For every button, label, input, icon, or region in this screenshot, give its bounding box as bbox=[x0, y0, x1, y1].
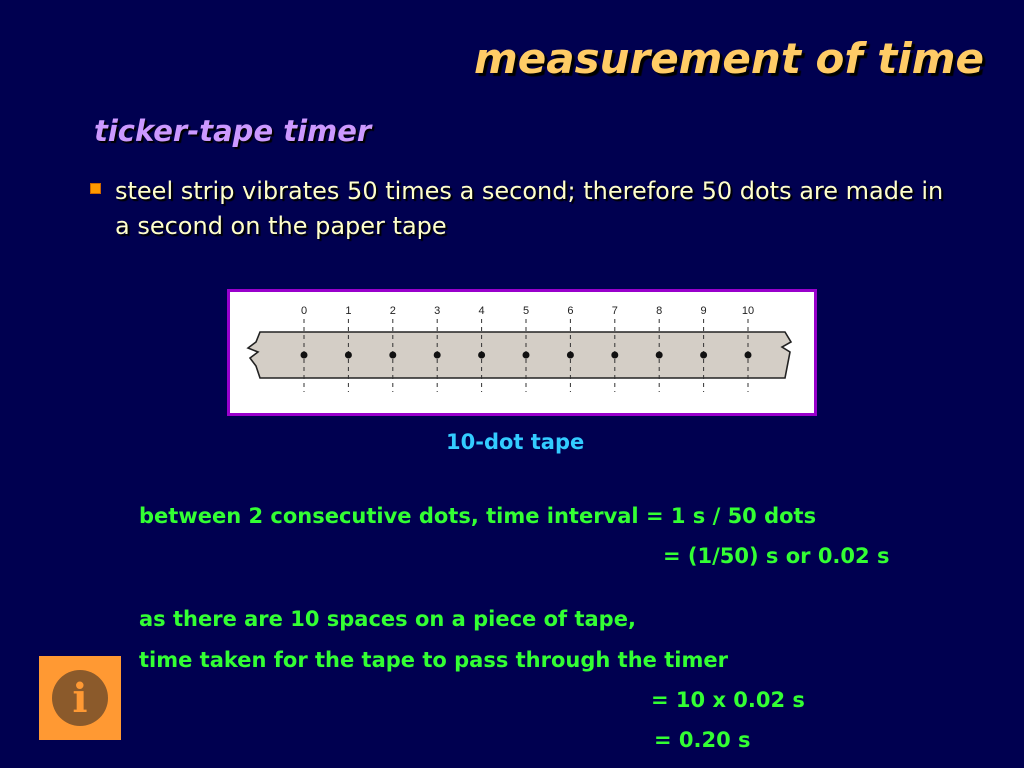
tick-label: 3 bbox=[434, 305, 441, 317]
calc-line-5: = 10 x 0.02 s bbox=[651, 688, 805, 712]
calc-line-1: between 2 consecutive dots, time interval = 1 s / 50 dots bbox=[139, 504, 817, 528]
ticker-tape-figure bbox=[227, 289, 817, 416]
tape-dot bbox=[345, 352, 352, 359]
bullet-marker-icon bbox=[90, 183, 101, 194]
calc-line-6: = 0.20 s bbox=[654, 728, 751, 752]
tick-label: 0 bbox=[300, 305, 308, 317]
tape-dot bbox=[389, 352, 396, 359]
tape-dot bbox=[700, 352, 707, 359]
tape-dot bbox=[611, 352, 618, 359]
info-icon bbox=[48, 666, 112, 730]
tape-dot bbox=[567, 352, 574, 359]
tick-label: 9 bbox=[700, 305, 707, 317]
tick-label: 6 bbox=[567, 305, 574, 317]
calc-line-4: time taken for the tape to pass through the timer bbox=[139, 648, 728, 672]
slide-subtitle: ticker-tape timer bbox=[94, 114, 372, 148]
tick-label: 2 bbox=[389, 305, 396, 317]
bullet-text: steel strip vibrates 50 times a second; therefore 50 dots are made in a second on the paper tape bbox=[115, 177, 944, 240]
tick-label: 1 bbox=[345, 305, 352, 317]
tick-label: 10 bbox=[741, 305, 755, 317]
tape-dot bbox=[434, 352, 441, 359]
slide-title: measurement of time bbox=[473, 34, 984, 83]
calc-line-2: = (1/50) s or 0.02 s bbox=[663, 544, 890, 568]
tape-dot bbox=[478, 352, 485, 359]
tick-label: 7 bbox=[611, 305, 618, 317]
tick-label: 8 bbox=[656, 305, 663, 317]
tick-label: 4 bbox=[478, 305, 485, 317]
tape-dot bbox=[656, 352, 663, 359]
tape-dot bbox=[745, 352, 752, 359]
info-button[interactable] bbox=[39, 656, 121, 740]
ticker-tape-diagram bbox=[230, 292, 814, 413]
tape-strip bbox=[248, 332, 791, 378]
tape-dot bbox=[523, 352, 530, 359]
bullet-item bbox=[88, 174, 948, 244]
figure-caption: 10-dot tape bbox=[446, 430, 585, 454]
info-icon-glyph: i bbox=[72, 675, 88, 722]
tick-label: 5 bbox=[522, 305, 530, 317]
tape-dot bbox=[301, 352, 308, 359]
calc-line-3: as there are 10 spaces on a piece of tape, bbox=[139, 607, 636, 631]
